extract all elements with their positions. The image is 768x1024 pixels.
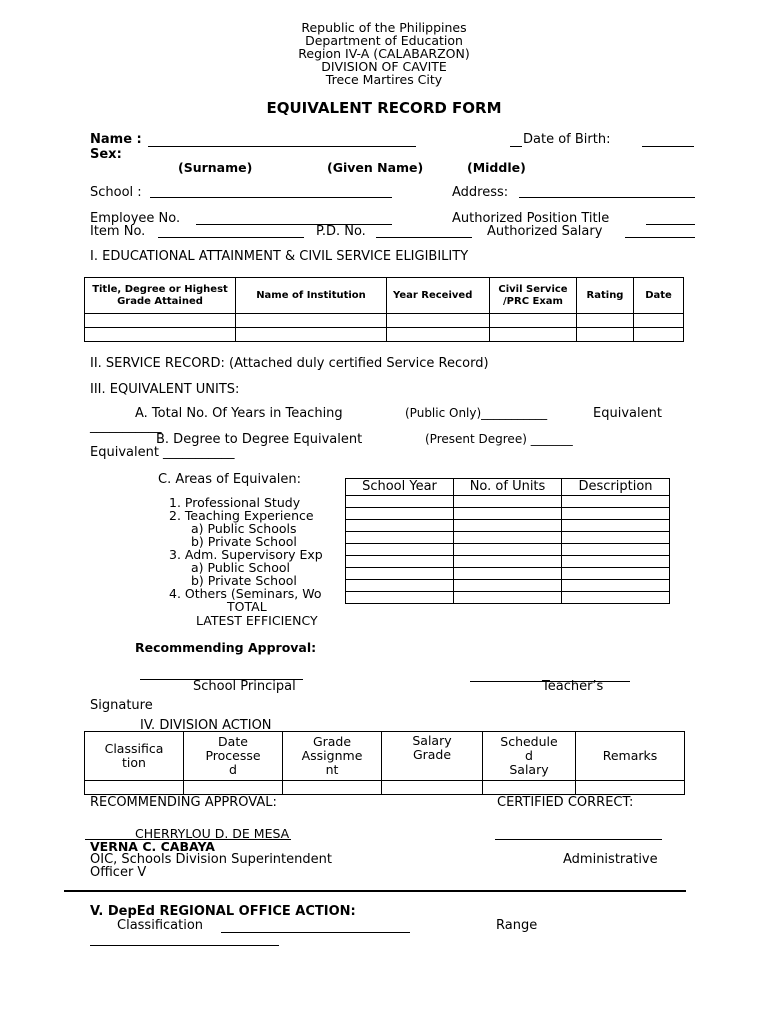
employee-label: Employee No. xyxy=(90,211,181,226)
col-rating: Rating xyxy=(577,278,634,314)
col-scheduled-salary xyxy=(483,732,576,781)
pd-label: P.D. No. xyxy=(316,224,366,239)
cell[interactable] xyxy=(346,556,454,568)
recommending-approval-label: Recommending Approval: xyxy=(135,640,317,655)
teacher-caption: Teacher’s xyxy=(542,679,604,694)
sex-label: Sex: xyxy=(90,147,122,162)
cell[interactable] xyxy=(184,781,283,795)
section4-heading: IV. DIVISION ACTION xyxy=(140,718,272,733)
table-row xyxy=(346,508,670,520)
c-item-latest-efficiency: LATEST EFFICIENCY xyxy=(196,613,318,628)
header-department: Department of Education xyxy=(305,33,463,48)
cell[interactable] xyxy=(490,314,577,328)
header-city: Trece Martires City xyxy=(325,72,443,87)
section3-heading: III. EQUIVALENT UNITS: xyxy=(90,382,240,397)
address-field-line[interactable] xyxy=(519,197,695,198)
table-row xyxy=(85,328,684,342)
signatory-name-1: CHERRYLOU D. DE MESA xyxy=(135,826,290,841)
auth-position-field-line[interactable] xyxy=(646,224,695,225)
cell[interactable] xyxy=(346,520,454,532)
table-row xyxy=(346,496,670,508)
section5-heading: V. DepEd REGIONAL OFFICE ACTION: xyxy=(90,904,356,919)
c-item-others: 4. Others (Seminars, Wo xyxy=(169,586,322,601)
table-row xyxy=(85,781,685,795)
col-scheduled-salary-l1: Schedule xyxy=(500,734,558,749)
dob-label: Date of Birth: xyxy=(523,132,611,147)
cell[interactable] xyxy=(576,781,685,795)
item-a-note: (Public Only)___________ xyxy=(405,406,548,420)
col-civil-service: Civil Service /PRC Exam xyxy=(490,278,577,314)
table-row xyxy=(346,592,670,604)
address-label: Address: xyxy=(452,185,509,200)
pd-field-line[interactable] xyxy=(376,237,472,238)
cell[interactable] xyxy=(346,580,454,592)
col-classification-l1: Classifica xyxy=(104,741,164,756)
cell[interactable] xyxy=(577,314,634,328)
section2-note: Attached duly certified Service Record) xyxy=(234,356,489,371)
col-scheduled-salary-l3: Salary xyxy=(509,762,549,777)
col-salary-grade-l2: Grade xyxy=(412,747,452,762)
col-date-processed xyxy=(184,732,283,781)
col-grade-assignment xyxy=(283,732,382,781)
table-row xyxy=(346,520,670,532)
cell[interactable] xyxy=(85,328,236,342)
cell[interactable] xyxy=(562,496,670,508)
c-item-public-schools: a) Public Schools xyxy=(191,521,297,536)
name-label: Name : xyxy=(90,132,142,147)
division-action-table xyxy=(84,731,685,795)
signatory-title-2a: Administrative xyxy=(563,852,658,867)
signatory-name-2: VERNA C. CABAYA xyxy=(90,839,215,854)
col-year-received: Year Received xyxy=(387,278,490,314)
section2-heading: II. SERVICE RECORD: ( xyxy=(90,356,235,371)
cell[interactable] xyxy=(562,532,670,544)
item-label: Item No. xyxy=(90,224,146,239)
table-row xyxy=(346,544,670,556)
cell[interactable] xyxy=(346,508,454,520)
equivalent-units-table xyxy=(345,478,670,604)
col-scheduled-salary-l2: d xyxy=(525,748,533,763)
col-remarks-l1: Remarks xyxy=(602,748,658,763)
col-school-year: School Year xyxy=(346,479,454,496)
cell[interactable] xyxy=(454,508,562,520)
item-a-equivalent: Equivalent xyxy=(593,406,662,421)
col-classification xyxy=(85,732,184,781)
col-grade-assignment-l3: nt xyxy=(325,762,339,777)
range-label: Range xyxy=(496,918,538,933)
cell[interactable] xyxy=(387,314,490,328)
cell[interactable] xyxy=(85,314,236,328)
col-salary-grade-l1: Salary xyxy=(412,733,452,748)
section-divider xyxy=(64,890,686,892)
c-item-teaching: 2. Teaching Experience xyxy=(169,508,314,523)
item-field-line[interactable] xyxy=(158,237,304,238)
cell[interactable] xyxy=(382,781,483,795)
dob-lead-line xyxy=(510,146,522,147)
cell[interactable] xyxy=(236,314,387,328)
cell[interactable] xyxy=(454,544,562,556)
col-remarks xyxy=(576,732,685,781)
principal-caption: School Principal xyxy=(193,679,296,694)
table-row xyxy=(346,568,670,580)
cell[interactable] xyxy=(562,544,670,556)
col-salary-grade xyxy=(382,732,483,781)
given-name-caption: (Given Name) xyxy=(327,160,424,175)
cell[interactable] xyxy=(454,580,562,592)
table-row xyxy=(346,532,670,544)
col-date-processed-l3: d xyxy=(229,762,237,777)
item-c-label: C. Areas of Equivalen: xyxy=(158,472,302,487)
cell[interactable] xyxy=(562,508,670,520)
cell[interactable] xyxy=(562,568,670,580)
table-row xyxy=(346,556,670,568)
cell[interactable] xyxy=(346,532,454,544)
section1-heading: I. EDUCATIONAL ATTAINMENT & CIVIL SERVICE ELIGIBILITY xyxy=(90,249,469,264)
cell[interactable] xyxy=(454,520,562,532)
surname-caption: (Surname) xyxy=(178,160,253,175)
cell[interactable] xyxy=(346,544,454,556)
col-grade-assignment-l2: Assignme xyxy=(301,748,363,763)
col-date-processed-l2: Processe xyxy=(205,748,261,763)
header-republic: Republic of the Philippines xyxy=(301,20,467,35)
col-title-degree: Title, Degree or Highest Grade Attained xyxy=(85,278,236,314)
cell[interactable] xyxy=(283,781,382,795)
c-item-private-school: b) Private School xyxy=(191,534,297,549)
table-row xyxy=(346,580,670,592)
auth-position-label: Authorized Position Title xyxy=(452,211,610,226)
col-date-processed-l1: Date xyxy=(218,734,248,749)
cell[interactable] xyxy=(490,328,577,342)
col-description: Description xyxy=(562,479,670,496)
classification-label: Classification xyxy=(117,918,204,933)
range-field-line[interactable] xyxy=(90,945,279,946)
admin-officer-signature-line[interactable] xyxy=(495,839,662,840)
cell[interactable] xyxy=(346,592,454,604)
c-item-public-school: a) Public School xyxy=(191,560,290,575)
table-row xyxy=(85,314,684,328)
c-item-total: TOTAL xyxy=(227,599,267,614)
recommending-approval-heading: RECOMMENDING APPROVAL: xyxy=(90,795,277,810)
header-division: DIVISION OF CAVITE xyxy=(321,59,447,74)
cell[interactable] xyxy=(236,328,387,342)
cell[interactable] xyxy=(387,328,490,342)
classification-field-line[interactable] xyxy=(221,932,410,933)
school-label: School : xyxy=(90,185,142,200)
signature-caption: Signature xyxy=(90,698,153,713)
certified-correct-heading: CERTIFIED CORRECT: xyxy=(497,795,634,810)
cell[interactable] xyxy=(634,328,684,342)
col-date: Date xyxy=(634,278,684,314)
dob-field-line[interactable] xyxy=(642,146,694,147)
cell[interactable] xyxy=(346,496,454,508)
cell[interactable] xyxy=(346,568,454,580)
item-a-label: A. Total No. Of Years in Teaching xyxy=(135,406,343,421)
item-b-label: B. Degree to Degree Equivalent xyxy=(156,432,363,447)
item-b-note: (Present Degree) _______ xyxy=(425,432,573,446)
cell[interactable] xyxy=(85,781,184,795)
middle-caption: (Middle) xyxy=(467,160,526,175)
cell[interactable] xyxy=(577,328,634,342)
cell[interactable] xyxy=(562,580,670,592)
cell[interactable] xyxy=(454,532,562,544)
cell[interactable] xyxy=(454,568,562,580)
cell[interactable] xyxy=(562,556,670,568)
col-no-of-units: No. of Units xyxy=(454,479,562,496)
signatory-title-1: OIC, Schools Division Superintendent xyxy=(90,852,332,867)
cell[interactable] xyxy=(454,556,562,568)
col-grade-assignment-l1: Grade xyxy=(312,734,352,749)
section2 xyxy=(90,356,489,371)
cell[interactable] xyxy=(562,520,670,532)
cell[interactable] xyxy=(634,314,684,328)
item-a-blank: ___________ xyxy=(90,419,162,434)
c-item-private-school-2: b) Private School xyxy=(191,573,297,588)
form-title: EQUIVALENT RECORD FORM xyxy=(266,99,502,117)
cell[interactable] xyxy=(454,592,562,604)
auth-salary-label: Authorized Salary xyxy=(487,224,603,239)
auth-salary-field-line[interactable] xyxy=(625,237,695,238)
header-region: Region IV-A (CALABARZON) xyxy=(298,46,470,61)
education-table xyxy=(84,277,684,342)
cell[interactable] xyxy=(454,496,562,508)
item-b-equivalent: Equivalent ___________ xyxy=(90,445,235,460)
c-item-adm-supervisory: 3. Adm. Supervisory Exp xyxy=(169,547,323,562)
school-field-line[interactable] xyxy=(150,197,392,198)
col-classification-l2: tion xyxy=(122,755,146,770)
cell[interactable] xyxy=(562,592,670,604)
c-item-professional: 1. Professional Study xyxy=(169,495,301,510)
cell[interactable] xyxy=(483,781,576,795)
col-institution: Name of Institution xyxy=(236,278,387,314)
name-field-line[interactable] xyxy=(148,146,416,147)
signatory-title-2b: Officer V xyxy=(90,865,147,880)
